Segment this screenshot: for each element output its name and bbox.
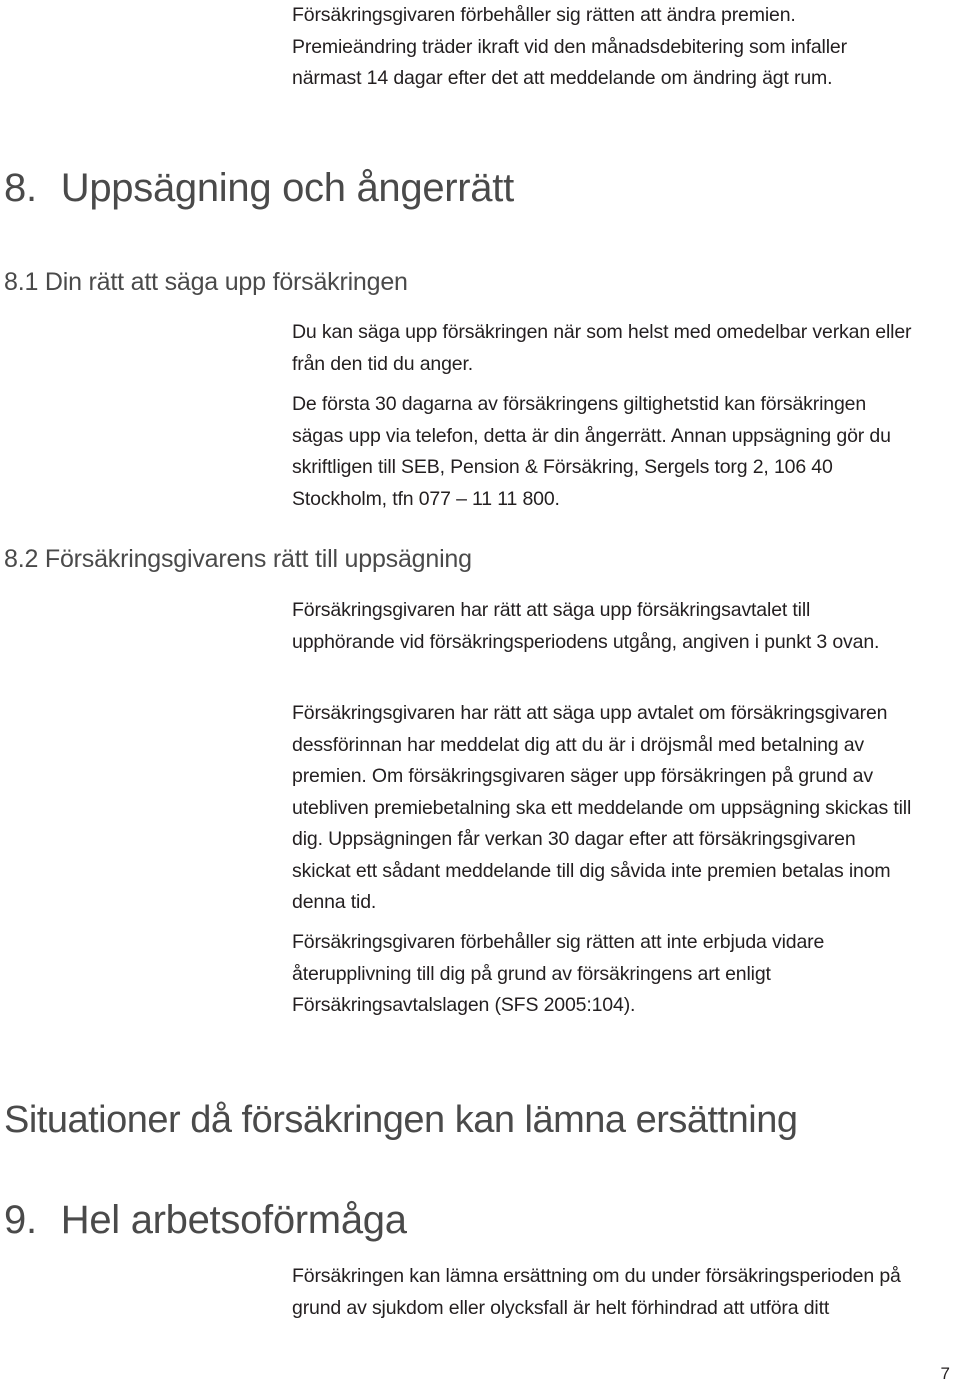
section-8-1-paragraph-1: Du kan säga upp försäkringen när som helst med omedelbar verkan eller från den tid du anger. <box>292 321 912 375</box>
section-8-2-paragraph-2: Försäkringsgivaren har rätt att säga upp avtalet om försäkringsgivaren dessförinnan har meddelat dig att du är i dröjsmål med betalning av premien. Om försäkringsgivaren säger upp försäkringen på grund av utebliven premiebetalning ska ett meddelande om uppsägning skickas till dig. Uppsägningen får verkan 30 dagar efter att försäkringsgivaren skickat ett sådant meddelande till dig såvida inte premien betalas inom denna tid. <box>292 702 912 913</box>
intro-paragraph: Försäkringsgivaren förbehåller sig rätten att ändra premien. Premieändring träder ikraft vid den månadsdebitering som infaller närmast 14 dagar efter det att meddelande om ändring ägt rum. <box>292 4 847 89</box>
section-8-title: Uppsägning och ångerrätt <box>60 166 514 210</box>
section-8-1-heading: 8.1 Din rätt att säga upp försäkringen <box>4 268 408 296</box>
section-8-2-heading: 8.2 Försäkringsgivarens rätt till uppsägning <box>4 545 472 573</box>
section-9-title: Hel arbetsoförmåga <box>60 1198 407 1242</box>
section-8-number: 8. <box>4 166 37 210</box>
section-9-heading <box>4 1198 407 1243</box>
section-8-heading <box>4 166 514 211</box>
section-9-paragraph: Försäkringen kan lämna ersättning om du under försäkringsperioden på grund av sjukdom eller olycksfall är helt förhindrad att utföra ditt <box>292 1265 901 1319</box>
section-8-2-paragraph-3: Försäkringsgivaren förbehåller sig rätten att inte erbjuda vidare återupplivning till dig på grund av försäkringens art enligt Försäkringsavtalslagen (SFS 2005:104). <box>292 931 825 1016</box>
situations-heading: Situationer då försäkringen kan lämna ersättning <box>4 1099 798 1141</box>
section-8-2-paragraph-1: Försäkringsgivaren har rätt att säga upp försäkringsavtalet till upphörande vid försäkringsperiodens utgång, angiven i punkt 3 ovan. <box>292 599 880 653</box>
section-8-1-paragraph-2: De första 30 dagarna av försäkringens giltighetstid kan försäkringen sägas upp via telefon, detta är din ångerrätt. Annan uppsägning gör du skriftligen till SEB, Pension & Försäkring, Sergels torg 2, 106 40 Stockholm, tfn 077 – 11 11 800. <box>292 393 891 510</box>
section-9-number: 9. <box>4 1198 37 1242</box>
page-number: 7 <box>940 1364 950 1383</box>
